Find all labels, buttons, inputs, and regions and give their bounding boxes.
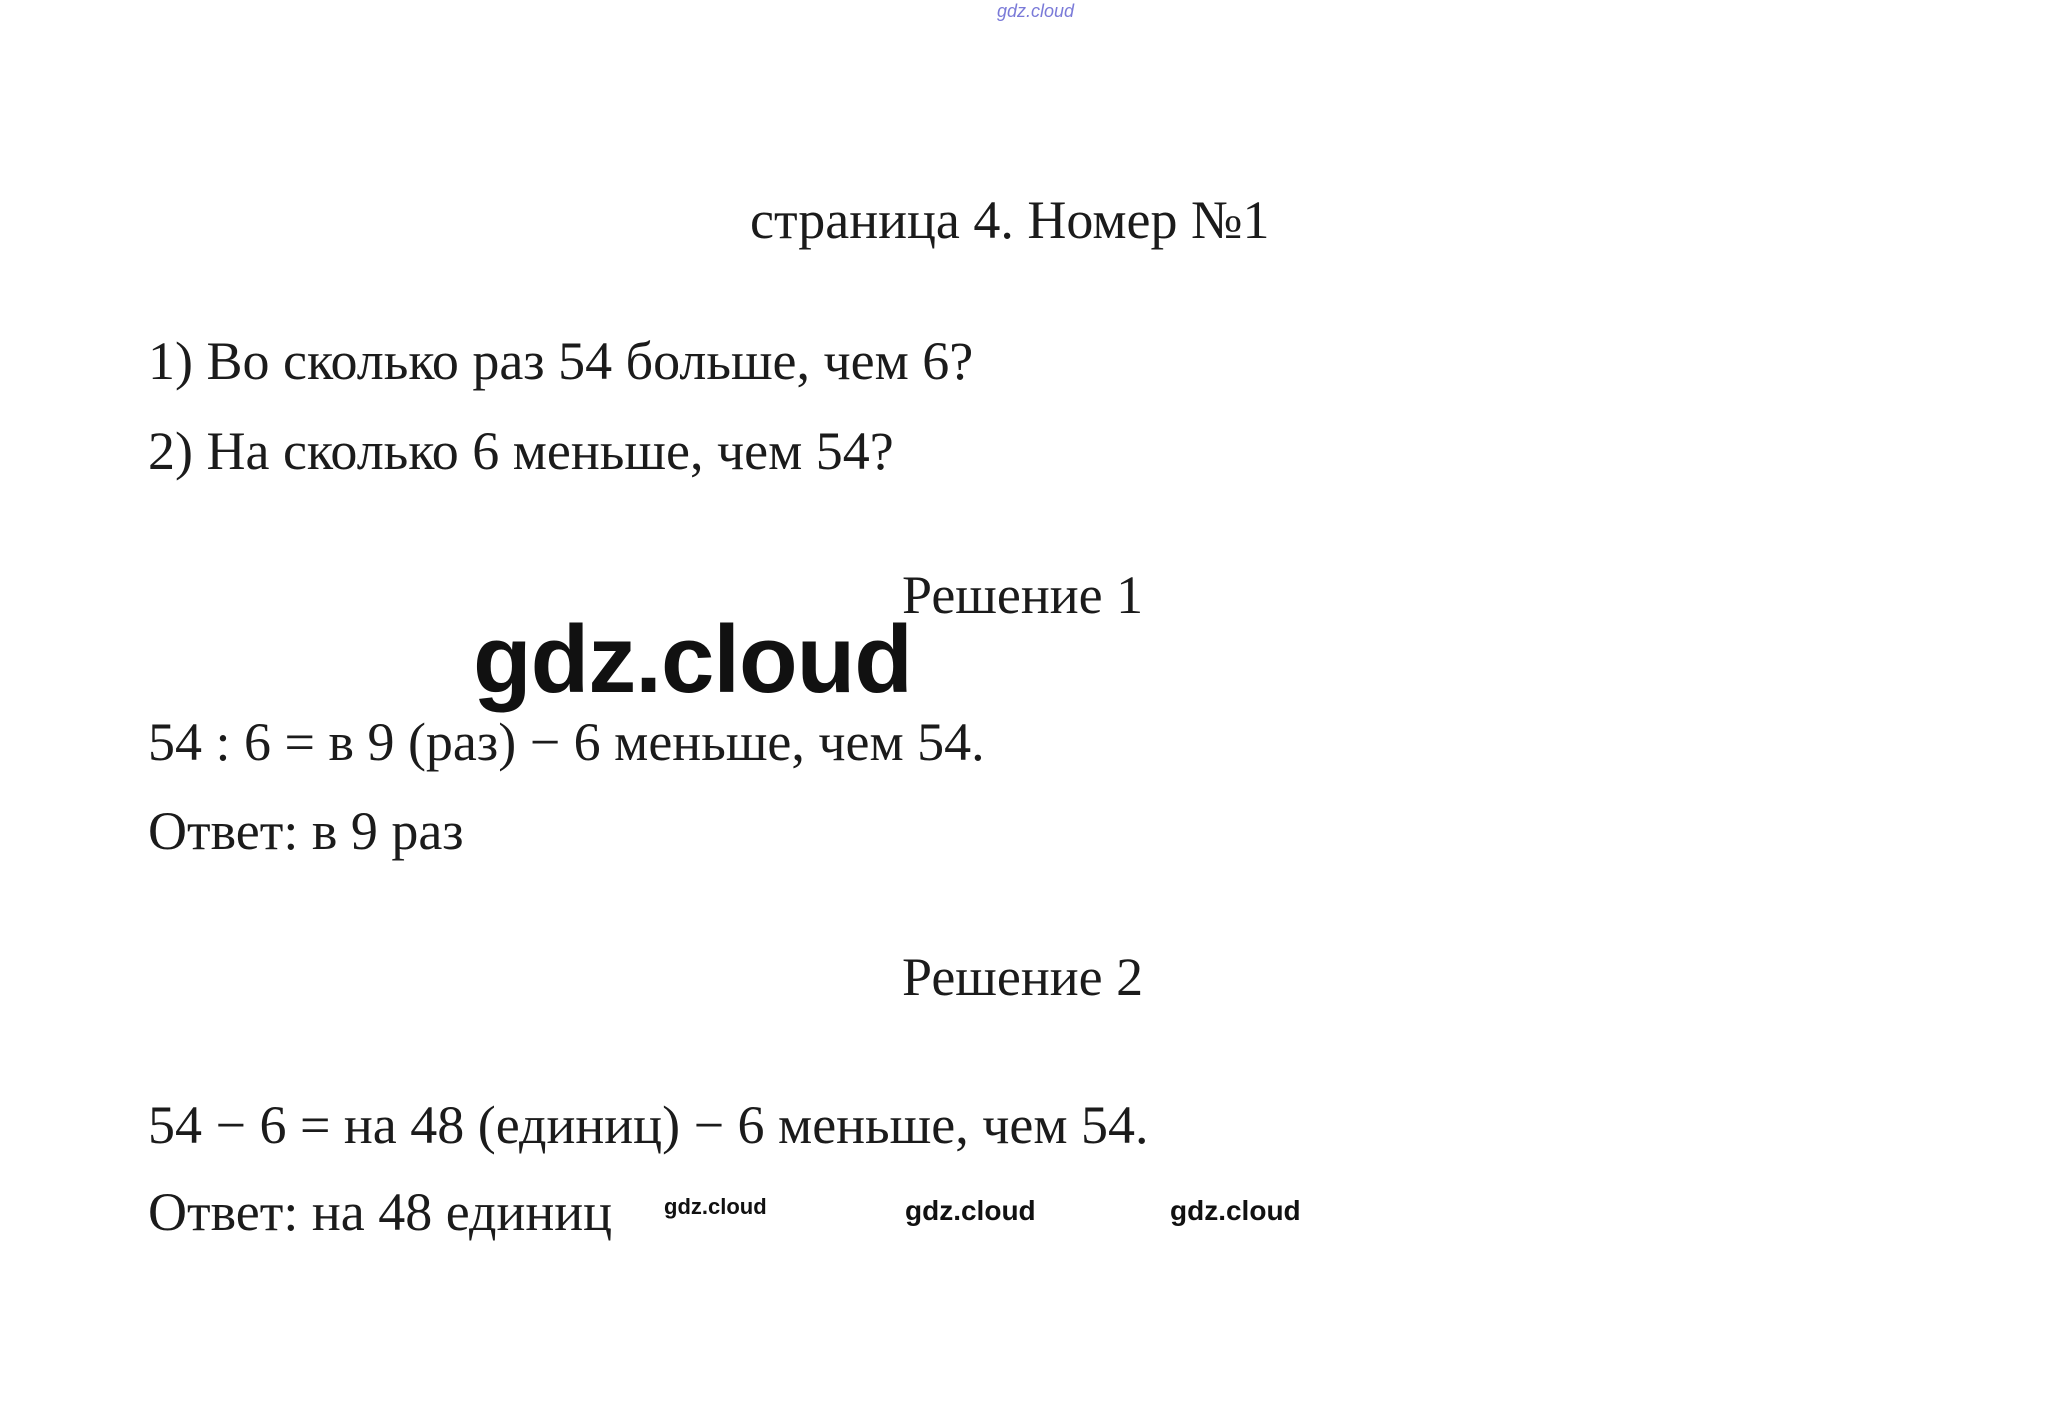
small-watermark-3: gdz.cloud — [1170, 1195, 1301, 1226]
question-2: 2) На сколько 6 меньше, чем 54? — [148, 421, 894, 481]
solution-2-equation: 54 − 6 = на 48 (единиц) − 6 меньше, чем 54. — [148, 1095, 1149, 1155]
page-title: страница 4. Номер №1 — [750, 190, 1270, 250]
question-1: 1) Во сколько раз 54 больше, чем 6? — [148, 331, 974, 391]
solution-1-answer: Ответ: в 9 раз — [148, 801, 464, 861]
small-watermark-2: gdz.cloud — [905, 1195, 1036, 1226]
large-watermark: gdz.cloud — [473, 606, 912, 713]
solution-2-heading: Решение 2 — [902, 947, 1144, 1007]
solution-2-answer: Ответ: на 48 единиц — [148, 1182, 613, 1242]
solution-1-equation: 54 : 6 = в 9 (раз) − 6 меньше, чем 54. — [148, 712, 985, 772]
small-watermark-1: gdz.cloud — [664, 1194, 767, 1219]
solution-1-heading: Решение 1 — [902, 565, 1144, 625]
top-watermark: gdz.cloud — [997, 1, 1075, 21]
